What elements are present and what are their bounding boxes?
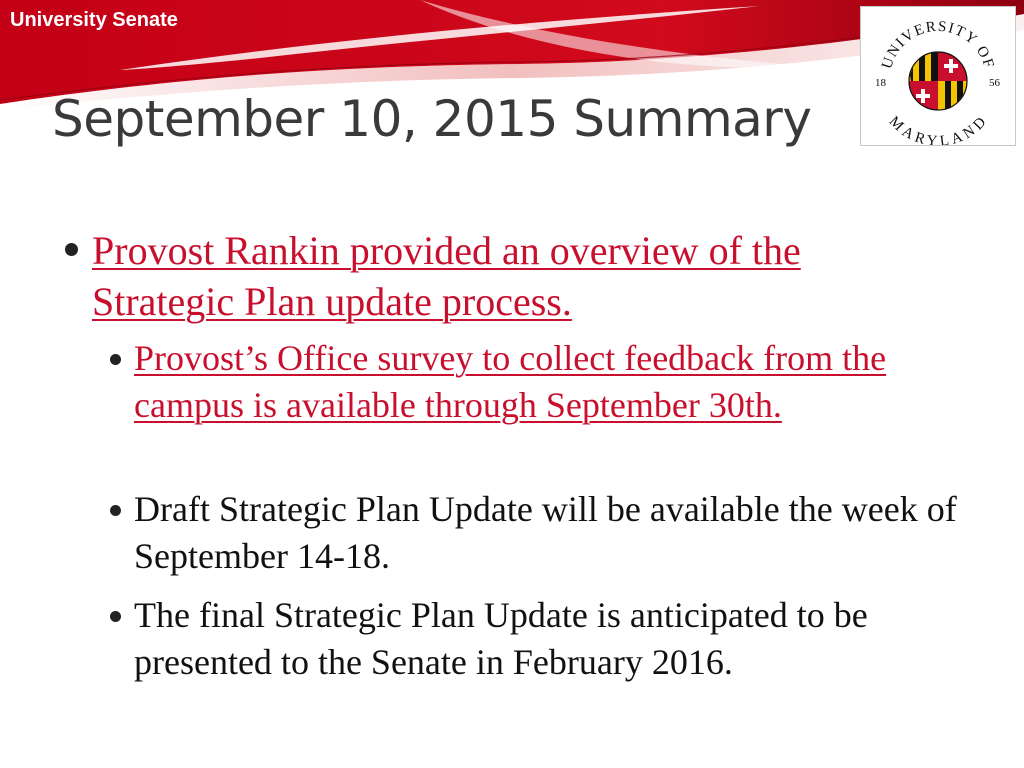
logo-year-left: 18 xyxy=(875,77,886,89)
bullet-dot-icon xyxy=(110,611,121,622)
bullet-sub-survey[interactable]: Provost’s Office survey to collect feedback from the campus is available through September 30th. xyxy=(134,338,887,425)
header-label: University Senate xyxy=(10,9,178,31)
slide-title: September 10, 2015 Summary xyxy=(52,90,812,148)
logo-year-right: 56 xyxy=(989,77,1000,89)
logo-arc-bottom: MARYLAND xyxy=(885,113,991,145)
logo-arc-top: UNIVERSITY OF xyxy=(879,18,997,71)
bullet-sub-final: The final Strategic Plan Update is anticipated to be presented to the Senate in February 2016. xyxy=(134,595,868,682)
bullet-dot-icon xyxy=(110,354,121,365)
bullet-dot-icon xyxy=(65,243,78,256)
bullet-main[interactable]: Provost Rankin provided an overview of the Strategic Plan update process. xyxy=(92,228,801,324)
bullet-sub-draft: Draft Strategic Plan Update will be available the week of September 14-18. xyxy=(134,489,957,576)
bullet-dot-icon xyxy=(110,505,121,516)
